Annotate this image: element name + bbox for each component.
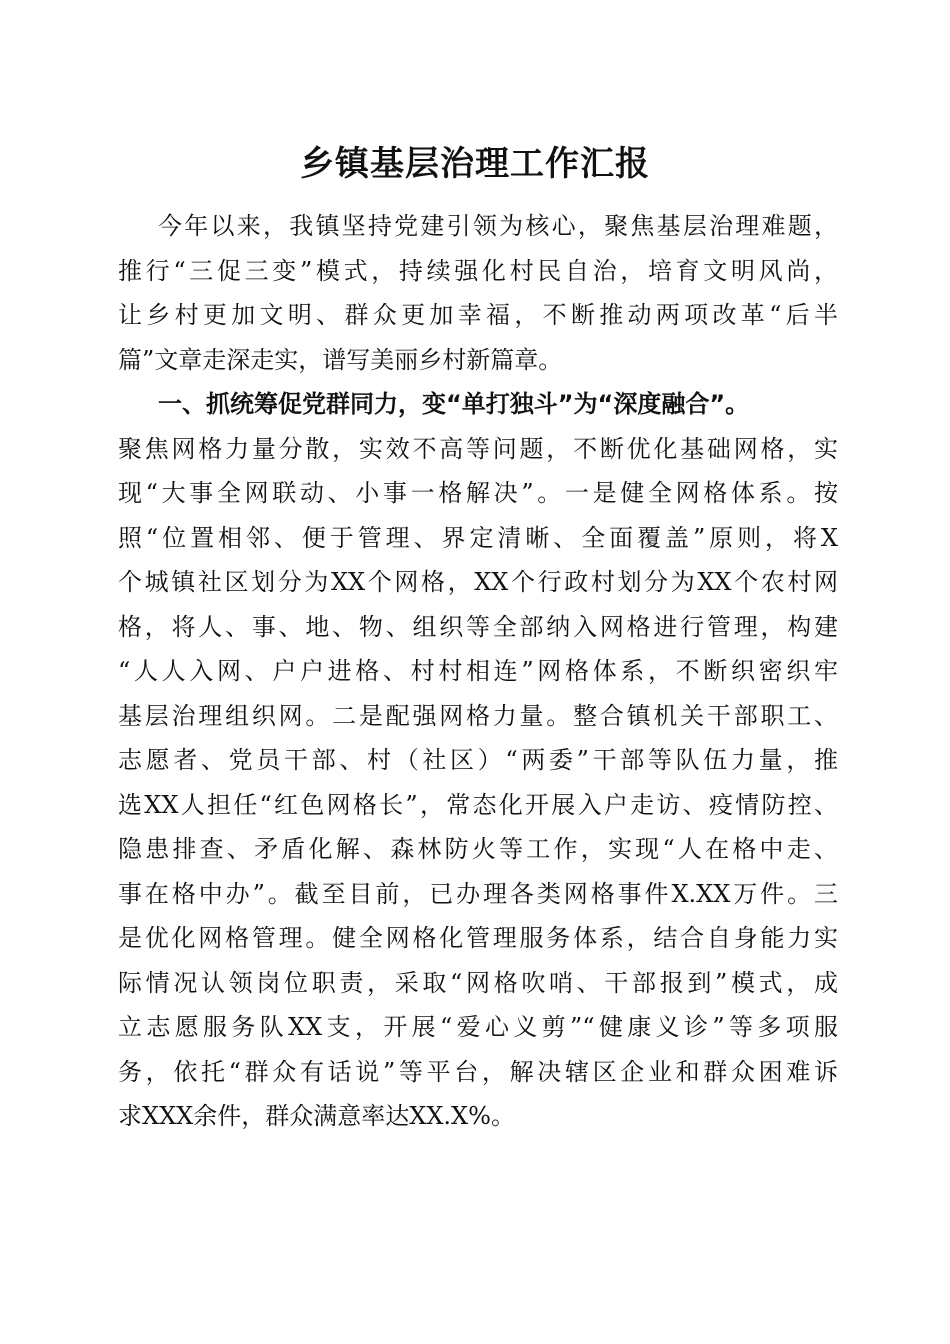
section-line: 照“位置相邻、便于管理、界定清晰、全面覆盖”原则，将X [118,523,838,552]
document-body [118,204,838,1139]
section-line: 现“大事全网联动、小事一格解决”。一是健全网格体系。按 [118,479,838,507]
section-line: 务，依托“群众有话说”等平台，解决辖区企业和群众困难诉 [118,1057,838,1086]
section-line: “人人入网、户户进格、村村相连”网格体系，不断织密织牢 [118,657,838,685]
section-line: 选XX人担任“红色网格长”，常态化开展入户走访、疫情防控、 [118,790,838,819]
section-line: 事在格中办”。截至目前，已办理各类网格事件X.XX万件。三 [118,879,838,908]
section-line: 隐患排查、矛盾化解、森林防火等工作，实现“人在格中走、 [118,835,838,863]
section-line: 志愿者、党员干部、村（社区）“两委”干部等队伍力量，推 [118,746,838,774]
document-title: 乡镇基层治理工作汇报 [300,144,650,184]
intro-line: 让乡村更加文明、群众更加幸福，不断推动两项改革“后半 [118,301,838,329]
section-line: 求XXX余件，群众满意率达XX.X%。 [118,1102,515,1130]
section-line: 聚焦网格力量分散，实效不高等问题，不断优化基础网格，实 [118,434,838,463]
section-line: 立志愿服务队XX支，开展“爱心义剪”“健康义诊”等多项服 [118,1013,838,1041]
section-line: 个城镇社区划分为XX个网格，XX个行政村划分为XX个农村网 [118,568,838,596]
section-line: 基层治理组织网。二是配强网格力量。整合镇机关干部职工、 [118,701,838,730]
intro-line: 推行“三促三变”模式，持续强化村民自治，培育文明风尚， [118,256,838,285]
section-heading: 一、抓统筹促党群同力，变“单打独斗”为“深度融合”。 [158,390,750,418]
section-line: 是优化网格管理。健全网格化管理服务体系，结合自身能力实 [118,924,838,952]
intro-line: 今年以来，我镇坚持党建引领为核心，聚焦基层治理难题， [158,212,838,240]
section-line: 际情况认领岗位职责，采取“网格吹哨、干部报到”模式，成 [118,968,838,997]
intro-line: 篇”文章走深走实，谱写美丽乡村新篇章。 [118,345,563,374]
section-line: 格，将人、事、地、物、组织等全部纳入网格进行管理，构建 [118,612,838,641]
